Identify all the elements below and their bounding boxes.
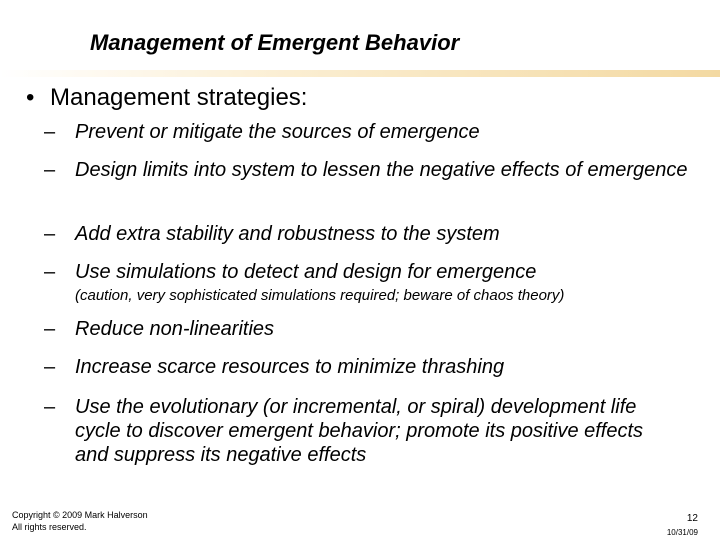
sub-bullet-content bbox=[75, 260, 695, 306]
dash-icon: – bbox=[44, 318, 56, 340]
sub-bullet-note: (caution, very sophisticated simulations required; beware of chaos theory) bbox=[75, 287, 565, 304]
rights-line: All rights reserved. bbox=[12, 522, 87, 532]
copyright-line: Copyright © 2009 Mark Halverson bbox=[12, 510, 148, 520]
dash-icon: – bbox=[44, 121, 56, 143]
copyright-notice bbox=[12, 509, 148, 533]
slide-date: 10/31/09 bbox=[666, 528, 698, 537]
dash-icon: – bbox=[44, 261, 56, 283]
sub-bullet-text: Reduce non-linearities bbox=[75, 318, 275, 340]
slide-title: Management of Emergent Behavior bbox=[90, 30, 460, 55]
sub-bullet-text: Increase scarce resources to minimize thrashing bbox=[75, 356, 505, 378]
title-divider bbox=[0, 70, 720, 77]
sub-bullet-text: Design limits into system to lessen the negative effects of emergence bbox=[75, 159, 688, 181]
sub-bullet-text: Use the evolutionary (or incremental, or spiral) development life cycle to discover emergent behavior; promote its positive effects and suppress its negative effects bbox=[75, 396, 644, 466]
dash-icon: – bbox=[44, 356, 56, 378]
sub-bullet-text: Use simulations to detect and design for emergence bbox=[75, 261, 537, 283]
main-bullet-text: Management strategies: bbox=[50, 84, 308, 111]
dash-icon: – bbox=[44, 159, 56, 181]
sub-bullet-text: Add extra stability and robustness to the system bbox=[75, 223, 500, 245]
dash-icon: – bbox=[44, 396, 56, 418]
bullet-dot-icon: • bbox=[26, 84, 35, 111]
sub-bullet-text: Prevent or mitigate the sources of emergence bbox=[75, 121, 480, 143]
page-number: 12 bbox=[686, 513, 698, 524]
dash-icon: – bbox=[44, 223, 56, 245]
